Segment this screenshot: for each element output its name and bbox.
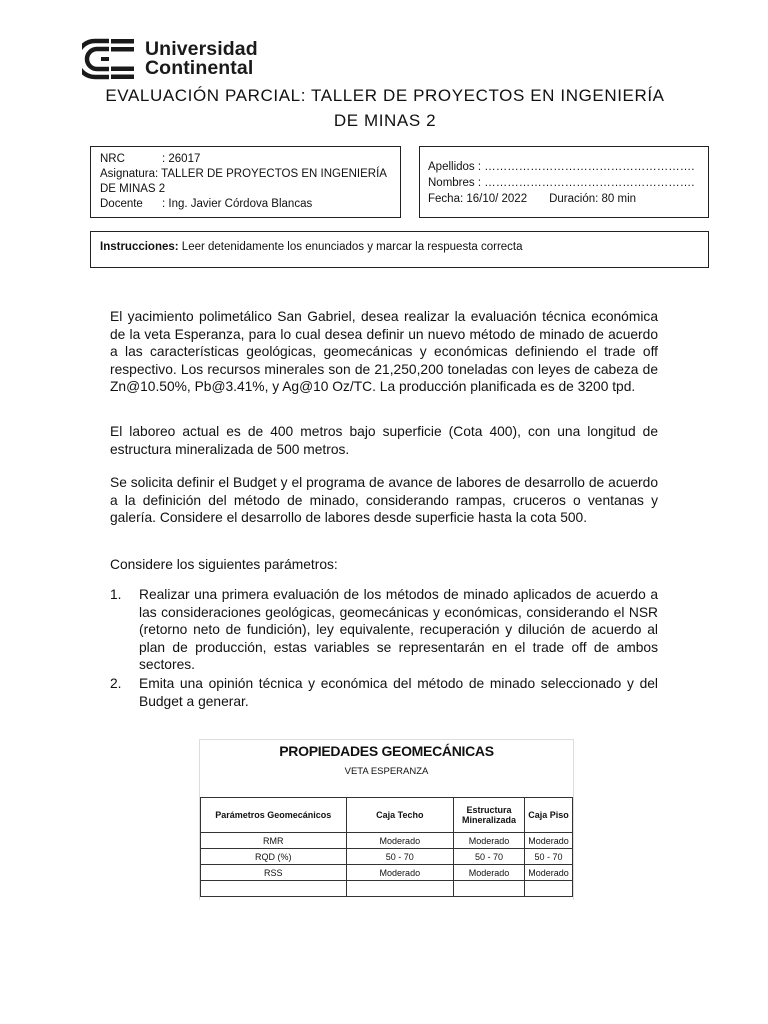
- table-cell: RMR: [201, 833, 347, 849]
- paragraph-3: Se solicita definir el Budget y el programa de avance de labores de desarrollo de acuerdo a la definición del método de minado, considerando rampas, cruceros o ventanas y galería. Considere el desarrollo de labores desde superficie hasta la cota 500.: [110, 475, 658, 526]
- table-cell: [525, 881, 573, 897]
- table-cell: RQD (%): [201, 849, 347, 865]
- course-info-box: [90, 146, 401, 218]
- table-cell: [201, 881, 347, 897]
- table-cell: [346, 881, 454, 897]
- instructions-text: Leer detenidamente los enunciados y marcar la respuesta correcta: [178, 241, 523, 253]
- asignatura-value-cont: DE MINAS 2: [100, 183, 166, 195]
- docente-label: Docente: [100, 198, 143, 210]
- university-name-line2: Continental: [145, 57, 254, 79]
- paragraph-2: El laboreo actual es de 400 metros bajo superficie (Cota 400), con una longitud de estructura mineralizada de 500 metros.: [110, 424, 658, 457]
- asignatura-row: [100, 167, 391, 182]
- exam-title-line1: EVALUACIÓN PARCIAL: TALLER DE PROYECTOS EN INGENIERÍA: [105, 86, 665, 105]
- university-name-line1: Universidad: [145, 38, 258, 60]
- table-cell: 50 - 70: [454, 849, 525, 865]
- paragraph-4: Considere los siguientes parámetros:: [110, 557, 338, 572]
- table-header: Parámetros Geomecánicos: [201, 798, 347, 833]
- paragraph-1: El yacimiento polimetálico San Gabriel, desea realizar la evaluación técnica económica de la veta Esperanza, para lo cual desea definir un nuevo método de minado de acuerdo a las características geológicas, geomecánicas y económicas definiendo el trade off respectivo. Los recursos minerales son de 21,250,200 toneladas con leyes de cabeza de Zn@10.50%, Pb@3.41%, y Ag@10 Oz/TC. La producción planificada es de 3200 tpd.: [110, 309, 658, 395]
- geomechanical-table: [200, 797, 573, 897]
- table-row: [201, 881, 573, 897]
- table-cell: [454, 881, 525, 897]
- table-title: PROPIEDADES GEOMECÁNICAS: [279, 743, 494, 759]
- table-cell: Moderado: [525, 833, 573, 849]
- table-cell: RSS: [201, 865, 347, 881]
- table-cell: Moderado: [454, 833, 525, 849]
- docente-row: [100, 197, 391, 212]
- table-cell: Moderado: [454, 865, 525, 881]
- table-row: [201, 833, 573, 849]
- table-cell: Moderado: [346, 865, 454, 881]
- fecha-duracion-row: [428, 191, 700, 207]
- table-header: Caja Piso: [525, 798, 573, 833]
- table-header: Estructura Mineralizada: [454, 798, 525, 833]
- table-cell: 50 - 70: [525, 849, 573, 865]
- nrc-row: [100, 152, 391, 167]
- nrc-value: : 26017: [162, 153, 201, 165]
- list-item: [110, 586, 658, 674]
- nombres-field[interactable]: Nombres : ……………………………………………….: [428, 177, 695, 189]
- list-item: [110, 675, 658, 710]
- list-item-number: 2.: [110, 675, 122, 691]
- instructions-label: Instrucciones:: [100, 241, 179, 253]
- table-cell: 50 - 70: [346, 849, 454, 865]
- instructions-box: [90, 231, 709, 268]
- university-logo-icon: [82, 38, 136, 80]
- table-subtitle: VETA ESPERANZA: [344, 766, 429, 777]
- list-item-number: 1.: [110, 587, 122, 602]
- university-logo: [82, 38, 258, 80]
- table-cell: Moderado: [346, 833, 454, 849]
- list-item-text: Emita una opinión técnica y económica del método de minado seleccionado y del Budget a generar.: [139, 675, 658, 709]
- docente-value: : Ing. Javier Córdova Blancas: [162, 198, 313, 210]
- duracion-text: Duración: 80 min: [549, 193, 637, 205]
- student-info-box: [419, 146, 709, 218]
- asignatura-label: Asignatura: [100, 168, 155, 180]
- exam-title-line2: DE MINAS 2: [333, 111, 437, 130]
- table-header-row: [201, 798, 573, 833]
- table-header: Caja Techo: [346, 798, 454, 833]
- geomechanical-table-figure: [199, 739, 574, 900]
- apellidos-field[interactable]: Apellidos : ……………………………………………….: [428, 161, 695, 173]
- asignatura-value: : TALLER DE PROYECTOS EN INGENIERÍA: [154, 168, 387, 180]
- nrc-label: NRC: [100, 153, 125, 165]
- parameters-list: [110, 586, 658, 711]
- university-name: [145, 40, 258, 78]
- table-row: [201, 849, 573, 865]
- table-cell: Moderado: [525, 865, 573, 881]
- table-row: [201, 865, 573, 881]
- fecha-text: Fecha: 16/10/ 2022: [428, 193, 528, 205]
- list-item-text: Realizar una primera evaluación de los métodos de minado aplicados de acuerdo a las consideraciones geológicas, geomecánicas y económicas, considerando el NSR (retorno neto de fundición), ley equivalente, recuperación y dilución de acuerdo al plan de producción, estas variables se representarán en el trade off de ambos sectores.: [139, 587, 658, 673]
